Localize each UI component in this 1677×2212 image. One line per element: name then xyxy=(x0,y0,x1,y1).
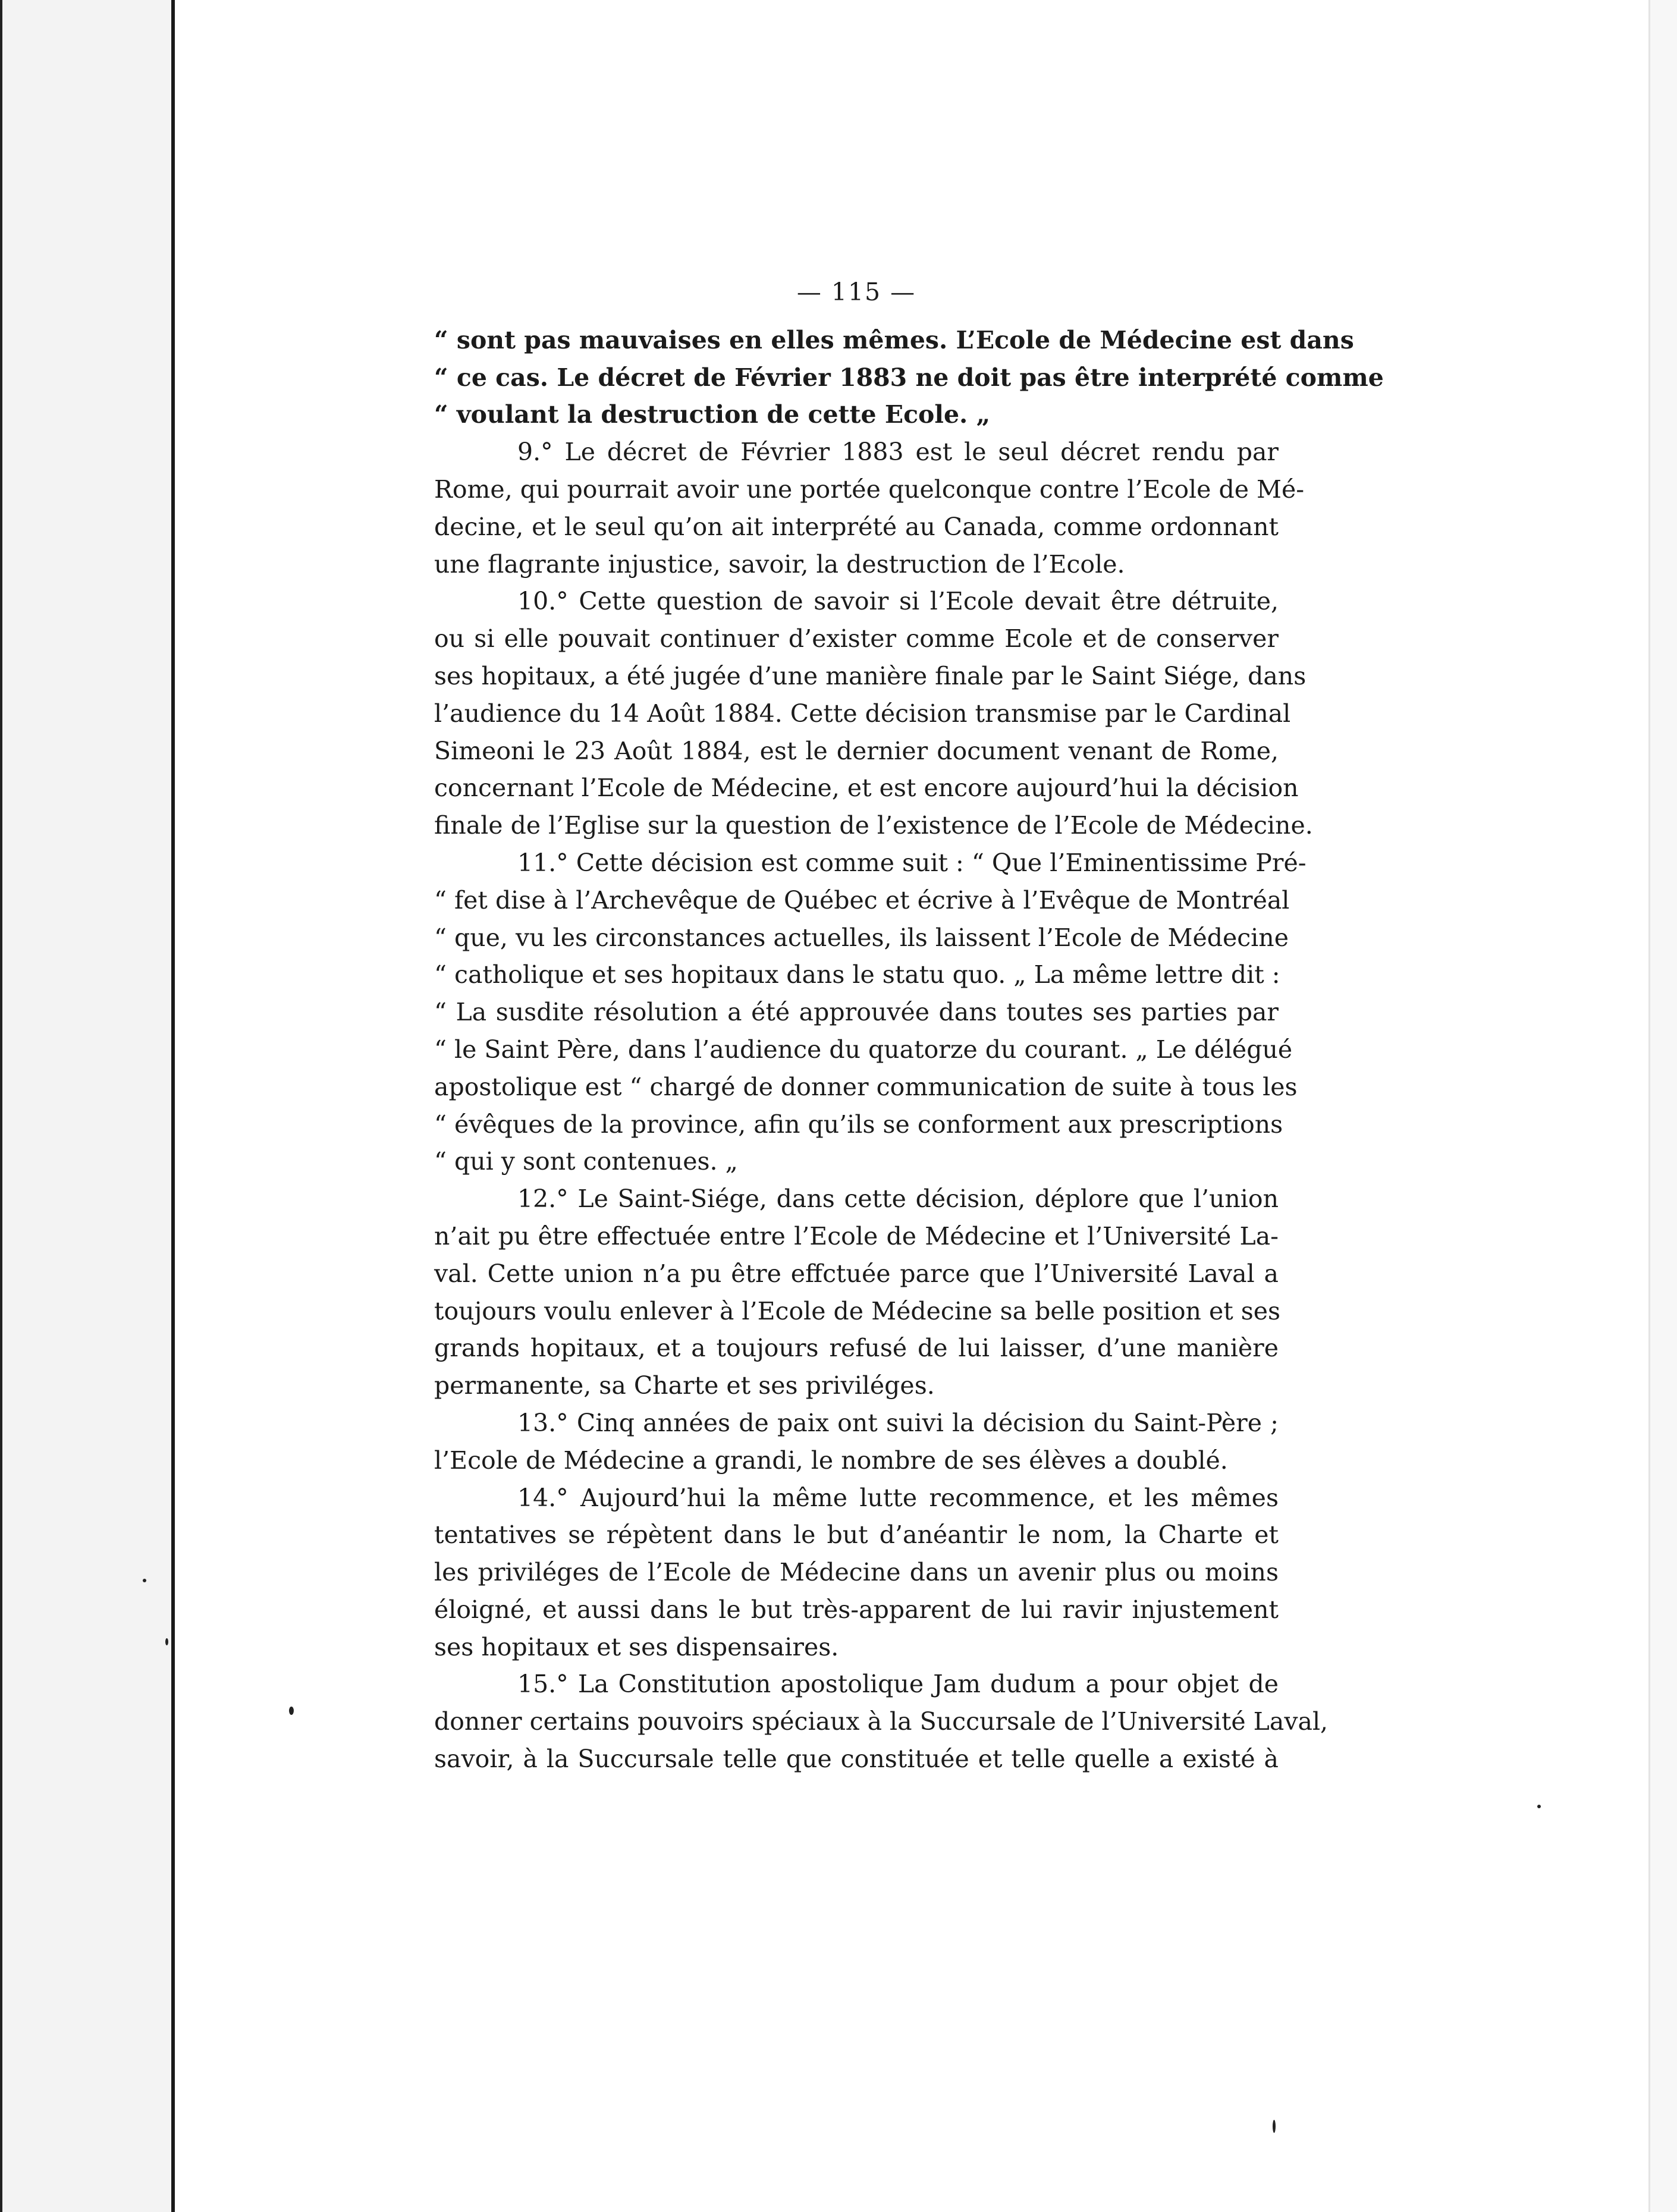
text-line: val. Cette union n’a pu être effctuée parce que l’Université Laval a xyxy=(434,1259,1279,1288)
text-line: Simeoni le 23 Août 1884, est le dernier document venant de Rome, xyxy=(434,736,1279,765)
paragraph xyxy=(434,1405,1279,1479)
text-line: l’Ecole de Médecine a grandi, le nombre de ses élèves a doublé. xyxy=(434,1446,1228,1475)
paragraph xyxy=(434,844,1307,1180)
text-line: 14.° Aujourd’hui la même lutte recommence, et les mêmes xyxy=(517,1483,1279,1512)
text-line: “ sont pas mauvaises en elles mêmes. L’Ecole de Médecine est dans xyxy=(434,325,1354,354)
text-line: decine, et le seul qu’on ait interprété au Canada, comme ordonnant xyxy=(434,512,1279,541)
text-line: concernant l’Ecole de Médecine, et est encore aujourd’hui la décision xyxy=(434,774,1299,803)
text-line: donner certains pouvoirs spéciaux à la Succursale de l’Université Laval, xyxy=(434,1707,1329,1736)
paragraph-list xyxy=(434,322,1384,1778)
text-line: Rome, qui pourrait avoir une portée quelconque contre l’Ecole de Mé- xyxy=(434,475,1305,504)
text-line: ses hopitaux, a été jugée d’une manière finale par le Saint Siége, dans xyxy=(434,661,1307,690)
text-line: “ voulant la destruction de cette Ecole. „ xyxy=(434,400,991,429)
text-line: “ La susdite résolution a été approuvée dans toutes ses parties par xyxy=(434,998,1279,1027)
paragraph xyxy=(434,583,1313,844)
scan-speck xyxy=(165,1638,168,1645)
text-line: 9.° Le décret de Février 1883 est le seul décret rendu par xyxy=(517,438,1279,467)
text-line: 10.° Cette question de savoir si l’Ecole devait être détruite, xyxy=(517,587,1279,616)
text-line: tentatives se répètent dans le but d’anéantir le nom, la Charte et xyxy=(434,1520,1279,1550)
page-number: — 115 — xyxy=(796,278,916,306)
text-line: 13.° Cinq années de paix ont suivi la décision du Saint-Père ; xyxy=(517,1408,1279,1437)
scan-speck xyxy=(1273,2120,1276,2133)
text-line: “ évêques de la province, afin qu’ils se conforment aux prescriptions xyxy=(434,1110,1283,1139)
text-line: l’audience du 14 Août 1884. Cette décision transmise par le Cardinal xyxy=(434,699,1291,728)
text-line: ses hopitaux et ses dispensaires. xyxy=(434,1632,839,1661)
paragraph xyxy=(434,1666,1329,1777)
text-line: 11.° Cette décision est comme suit : “ Que l’Eminentissime Pré- xyxy=(517,848,1307,877)
text-line: “ ce cas. Le décret de Février 1883 ne doit pas être interprété comme xyxy=(434,363,1384,392)
scan-speck xyxy=(143,1579,146,1582)
scan-speck xyxy=(289,1707,294,1715)
text-line: apostolique est “ chargé de donner communication de suite à tous les xyxy=(434,1072,1298,1101)
text-line: “ fet dise à l’Archevêque de Québec et écrive à l’Evêque de Montréal xyxy=(434,885,1290,915)
text-line: finale de l’Eglise sur la question de l’existence de l’Ecole de Médecine. xyxy=(434,811,1313,840)
document-text xyxy=(434,274,1384,1778)
text-line: savoir, à la Succursale telle que constituée et telle quelle a existé à xyxy=(434,1745,1279,1774)
text-line: “ le Saint Père, dans l’audience du quatorze du courant. „ Le délégué xyxy=(434,1035,1293,1064)
text-line: “ qui y sont contenues. „ xyxy=(434,1147,738,1176)
text-line: toujours voulu enlever à l’Ecole de Médecine sa belle position et ses xyxy=(434,1296,1281,1325)
scan-left-margin xyxy=(0,0,172,2212)
scan-speck xyxy=(1537,1805,1541,1808)
paragraph xyxy=(434,433,1305,583)
text-line: une flagrante injustice, savoir, la destruction de l’Ecole. xyxy=(434,549,1125,579)
scan-left-edge xyxy=(0,0,2,2212)
page-right-edge xyxy=(1648,0,1677,2212)
text-line: éloigné, et aussi dans le but très-apparent de lui ravir injustement xyxy=(434,1595,1279,1624)
text-line: “ catholique et ses hopitaux dans le statu quo. „ La même lettre dit : xyxy=(434,960,1280,989)
text-line: permanente, sa Charte et ses priviléges. xyxy=(434,1371,935,1400)
text-line: n’ait pu être effectuée entre l’Ecole de Médecine et l’Université La- xyxy=(434,1221,1279,1250)
text-line: 12.° Le Saint-Siége, dans cette décision, déplore que l’union xyxy=(517,1184,1279,1214)
paragraph xyxy=(434,1180,1279,1405)
text-line: 15.° La Constitution apostolique Jam dudum a pour objet de xyxy=(517,1670,1279,1699)
text-line: grands hopitaux, et a toujours refusé de lui laisser, d’une manière xyxy=(434,1334,1279,1363)
paragraph xyxy=(434,1479,1279,1666)
text-line: ou si elle pouvait continuer d’exister comme Ecole et de conserver xyxy=(434,624,1279,653)
paragraph xyxy=(434,322,1384,433)
text-line: les priviléges de l’Ecole de Médecine dans un avenir plus ou moins xyxy=(434,1558,1279,1587)
text-line: “ que, vu les circonstances actuelles, ils laissent l’Ecole de Médecine xyxy=(434,923,1289,952)
